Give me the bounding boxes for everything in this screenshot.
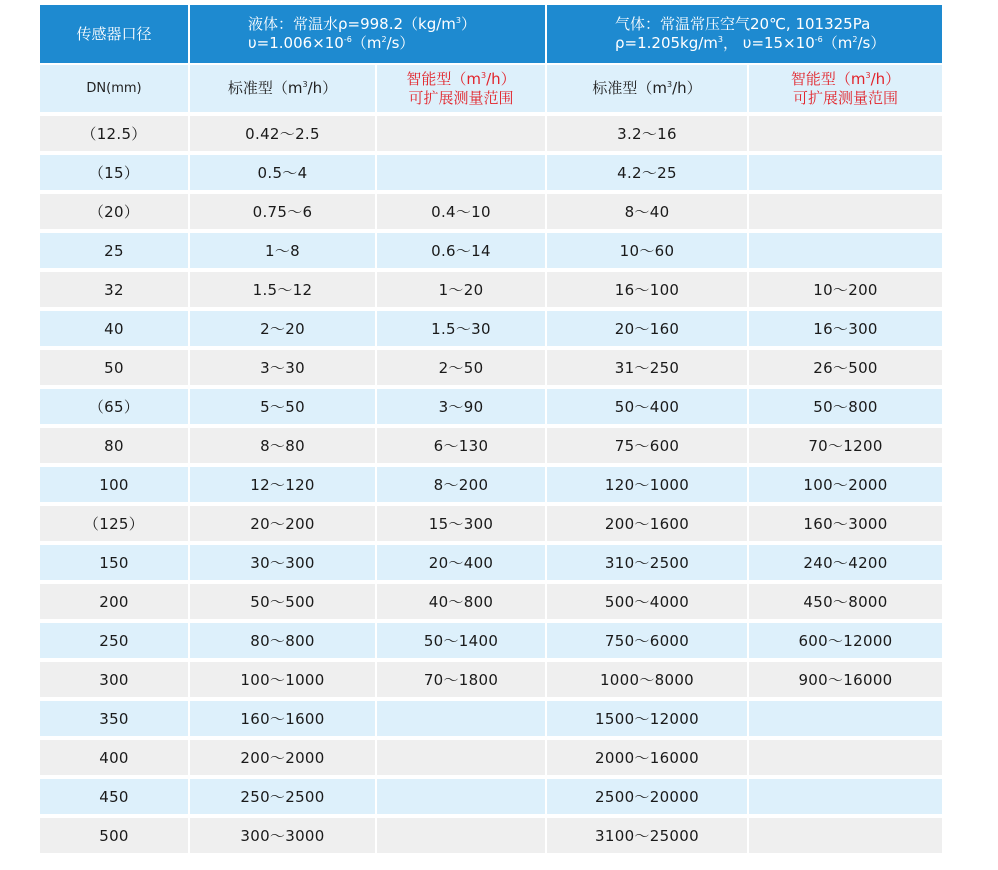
cell-liquid-smart: 1～20 xyxy=(377,272,545,307)
header-gas xyxy=(547,5,942,63)
cell-liquid-smart xyxy=(377,155,545,190)
cell-dn: 200 xyxy=(40,584,188,619)
cell-gas-standard: 1000～8000 xyxy=(547,662,747,697)
cell-liquid-standard: 100～1000 xyxy=(190,662,375,697)
cell-liquid-standard: 8～80 xyxy=(190,428,375,463)
subheader-gas-smart-line1: 智能型$(m^3/h)$ xyxy=(790,69,901,88)
cell-gas-smart: 100～2000 xyxy=(749,467,942,502)
header-liquid-line1: 液体：常温水$\rho=998.2(kg/m^3)$ xyxy=(248,15,477,33)
cell-gas-smart xyxy=(749,194,942,229)
cell-gas-standard: 200～1600 xyxy=(547,506,747,541)
cell-dn: （20） xyxy=(40,194,188,229)
cell-gas-standard: 20～160 xyxy=(547,311,747,346)
cell-liquid-standard: 5～50 xyxy=(190,389,375,424)
cell-liquid-smart: 2～50 xyxy=(377,350,545,385)
subheader-liquid-standard-label: 标准型$(m^3/h)$ xyxy=(227,79,338,97)
cell-gas-standard: 2500～20000 xyxy=(547,779,747,814)
subheader-gas-standard-label: 标准型$(m^3/h)$ xyxy=(592,79,702,97)
table-header-row xyxy=(40,5,942,63)
table-row xyxy=(40,545,942,580)
table-row xyxy=(40,428,942,463)
cell-dn: 50 xyxy=(40,350,188,385)
cell-gas-smart: 160～3000 xyxy=(749,506,942,541)
cell-liquid-smart: 1.5～30 xyxy=(377,311,545,346)
cell-liquid-standard: 0.42～2.5 xyxy=(190,116,375,151)
cell-gas-standard: 2000～16000 xyxy=(547,740,747,775)
cell-dn: 350 xyxy=(40,701,188,736)
cell-dn: 40 xyxy=(40,311,188,346)
header-gas-line1: 气体：常温常压空气20℃, 101325Pa xyxy=(615,15,871,33)
cell-liquid-smart xyxy=(377,779,545,814)
cell-gas-standard: 31～250 xyxy=(547,350,747,385)
cell-liquid-standard: 20～200 xyxy=(190,506,375,541)
cell-gas-smart: 450～8000 xyxy=(749,584,942,619)
cell-liquid-smart xyxy=(377,116,545,151)
cell-gas-smart xyxy=(749,818,942,853)
cell-liquid-smart: 50～1400 xyxy=(377,623,545,658)
cell-dn: 100 xyxy=(40,467,188,502)
cell-liquid-smart: 40～800 xyxy=(377,584,545,619)
flow-range-table xyxy=(40,5,942,853)
cell-gas-smart xyxy=(749,740,942,775)
cell-liquid-smart: 70～1800 xyxy=(377,662,545,697)
cell-gas-smart: 240～4200 xyxy=(749,545,942,580)
cell-liquid-standard: 300～3000 xyxy=(190,818,375,853)
table-row xyxy=(40,116,942,151)
cell-liquid-standard: 12～120 xyxy=(190,467,375,502)
cell-dn: 25 xyxy=(40,233,188,268)
cell-dn: 32 xyxy=(40,272,188,307)
cell-dn: 450 xyxy=(40,779,188,814)
cell-gas-standard: 500～4000 xyxy=(547,584,747,619)
cell-gas-standard: 120～1000 xyxy=(547,467,747,502)
cell-gas-smart: 26～500 xyxy=(749,350,942,385)
table-row xyxy=(40,389,942,424)
cell-liquid-standard: 1～8 xyxy=(190,233,375,268)
cell-dn: 300 xyxy=(40,662,188,697)
subheader-liquid-smart-line1: 智能型$(m^3/h)$ xyxy=(406,69,516,88)
header-liquid-line2: $\upsilon=1.006\times 10^{-6}(m^2/s)$ xyxy=(248,34,415,52)
cell-dn: （65） xyxy=(40,389,188,424)
cell-dn: （125） xyxy=(40,506,188,541)
cell-liquid-smart: 6～130 xyxy=(377,428,545,463)
subheader-dn xyxy=(40,65,188,112)
cell-dn: 250 xyxy=(40,623,188,658)
table-row xyxy=(40,194,942,229)
cell-liquid-standard: 0.5～4 xyxy=(190,155,375,190)
cell-liquid-standard: 1.5～12 xyxy=(190,272,375,307)
cell-gas-smart xyxy=(749,779,942,814)
cell-liquid-smart: 0.4～10 xyxy=(377,194,545,229)
cell-liquid-standard: 3～30 xyxy=(190,350,375,385)
cell-dn: 500 xyxy=(40,818,188,853)
table-row xyxy=(40,467,942,502)
cell-liquid-smart: 20～400 xyxy=(377,545,545,580)
cell-liquid-standard: 0.75～6 xyxy=(190,194,375,229)
cell-gas-standard: 310～2500 xyxy=(547,545,747,580)
subheader-gas-standard xyxy=(547,65,747,112)
table-row xyxy=(40,311,942,346)
cell-gas-smart: 16～300 xyxy=(749,311,942,346)
cell-gas-smart: 600～12000 xyxy=(749,623,942,658)
cell-liquid-smart: 3～90 xyxy=(377,389,545,424)
cell-gas-smart: 50～800 xyxy=(749,389,942,424)
cell-gas-standard: 75～600 xyxy=(547,428,747,463)
cell-liquid-smart: 15～300 xyxy=(377,506,545,541)
table-row xyxy=(40,662,942,697)
cell-liquid-standard: 50～500 xyxy=(190,584,375,619)
cell-gas-standard: 10～60 xyxy=(547,233,747,268)
cell-gas-standard: 4.2～25 xyxy=(547,155,747,190)
cell-gas-smart xyxy=(749,701,942,736)
table-row xyxy=(40,584,942,619)
subheader-liquid-standard xyxy=(190,65,375,112)
cell-liquid-smart xyxy=(377,818,545,853)
subheader-gas-smart-line2: 可扩展测量范围 xyxy=(792,88,898,107)
table-row xyxy=(40,740,942,775)
table-row xyxy=(40,701,942,736)
cell-dn: 400 xyxy=(40,740,188,775)
table-row xyxy=(40,155,942,190)
cell-gas-standard: 8～40 xyxy=(547,194,747,229)
cell-gas-smart xyxy=(749,155,942,190)
table-row xyxy=(40,506,942,541)
subheader-dn-label: DN(mm) xyxy=(86,81,142,96)
table-row xyxy=(40,272,942,307)
cell-gas-standard: 1500～12000 xyxy=(547,701,747,736)
cell-gas-smart: 70～1200 xyxy=(749,428,942,463)
cell-gas-smart: 10～200 xyxy=(749,272,942,307)
cell-gas-smart xyxy=(749,233,942,268)
table-subheader-row xyxy=(40,65,942,112)
cell-liquid-standard: 160～1600 xyxy=(190,701,375,736)
cell-liquid-smart xyxy=(377,740,545,775)
cell-liquid-standard: 200～2000 xyxy=(190,740,375,775)
cell-dn: （12.5） xyxy=(40,116,188,151)
table-row xyxy=(40,233,942,268)
table-row xyxy=(40,818,942,853)
cell-liquid-standard: 250～2500 xyxy=(190,779,375,814)
subheader-liquid-smart-line2: 可扩展测量范围 xyxy=(408,88,514,107)
cell-liquid-smart: 8～200 xyxy=(377,467,545,502)
cell-gas-smart xyxy=(749,116,942,151)
table-row xyxy=(40,350,942,385)
cell-gas-standard: 3.2～16 xyxy=(547,116,747,151)
subheader-gas-smart xyxy=(749,65,942,112)
cell-liquid-smart: 0.6～14 xyxy=(377,233,545,268)
cell-liquid-standard: 2～20 xyxy=(190,311,375,346)
cell-gas-standard: 50～400 xyxy=(547,389,747,424)
header-sensor-diameter-label: 传感器口径 xyxy=(76,24,152,43)
cell-gas-standard: 3100～25000 xyxy=(547,818,747,853)
subheader-liquid-smart xyxy=(377,65,545,112)
table-row xyxy=(40,779,942,814)
cell-dn: 80 xyxy=(40,428,188,463)
cell-liquid-standard: 30～300 xyxy=(190,545,375,580)
cell-dn: （15） xyxy=(40,155,188,190)
cell-gas-smart: 900～16000 xyxy=(749,662,942,697)
cell-liquid-smart xyxy=(377,701,545,736)
table-row xyxy=(40,623,942,658)
cell-gas-standard: 750～6000 xyxy=(547,623,747,658)
cell-gas-standard: 16～100 xyxy=(547,272,747,307)
header-sensor-diameter xyxy=(40,5,188,63)
header-liquid xyxy=(190,5,545,63)
cell-liquid-standard: 80～800 xyxy=(190,623,375,658)
header-gas-line2: $\rho=1.205kg/m^3$， $\upsilon=15\times 10^{-6}(m^2/s)$ xyxy=(615,34,886,52)
cell-dn: 150 xyxy=(40,545,188,580)
